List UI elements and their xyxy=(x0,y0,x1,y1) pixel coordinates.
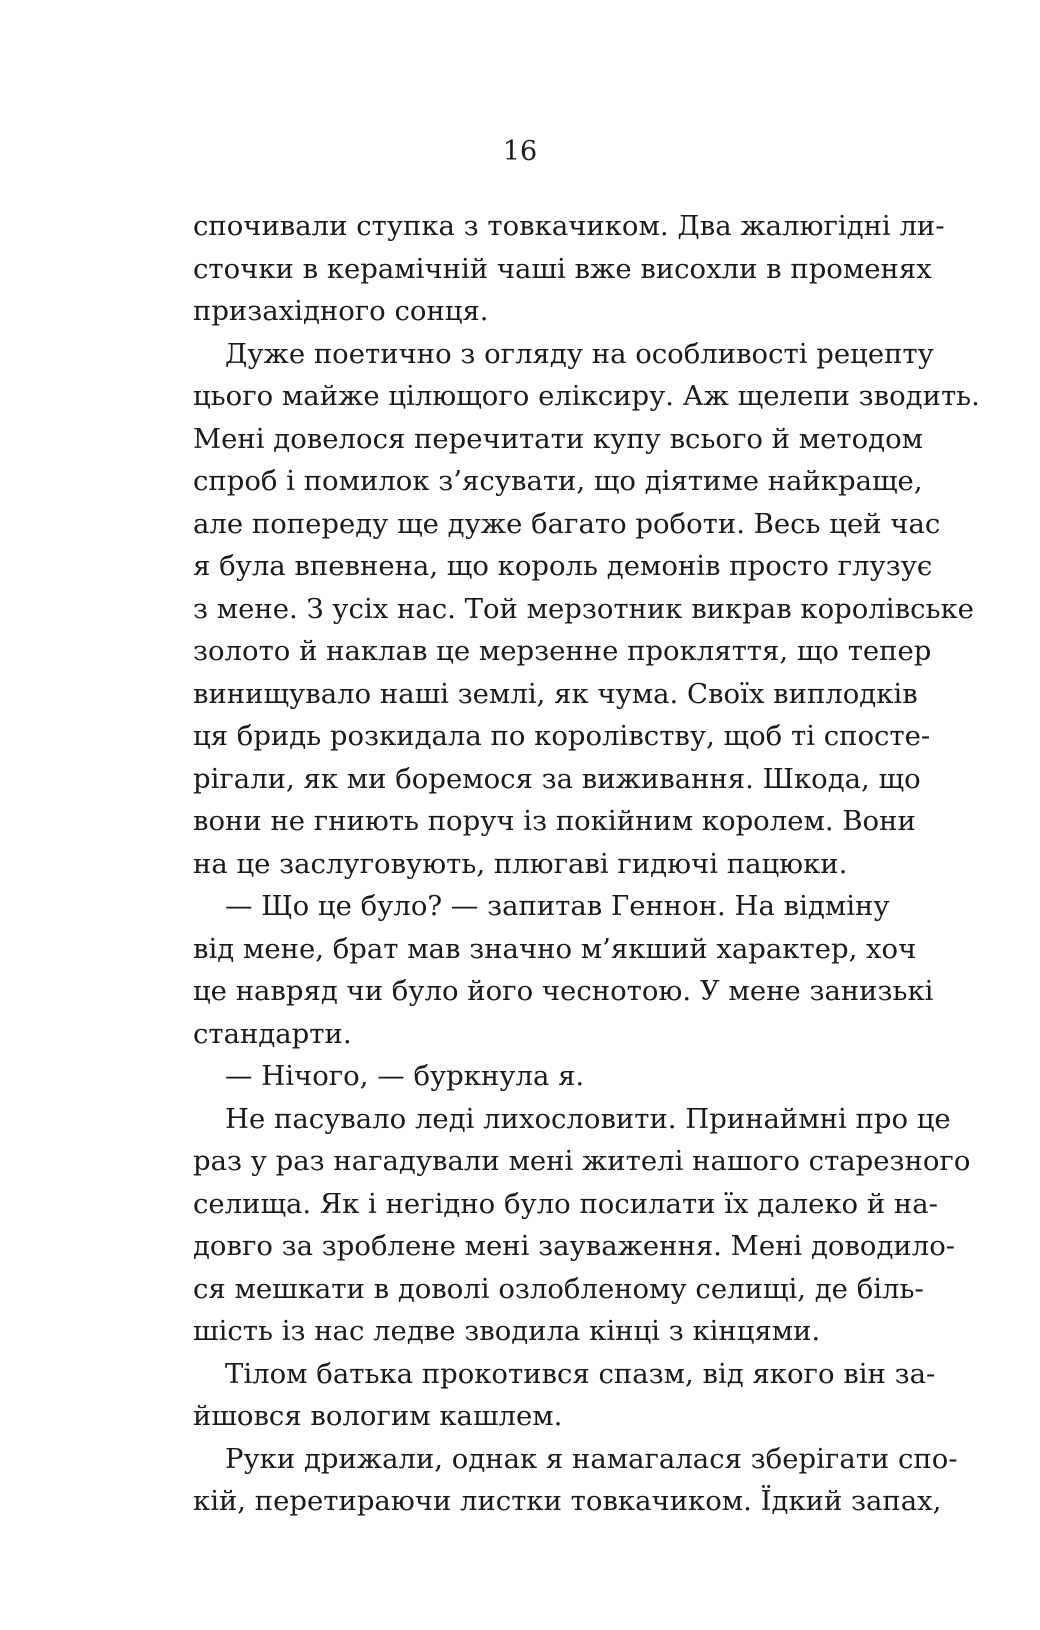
text-line: але попереду ще дуже багато роботи. Весь цей час xyxy=(193,507,941,540)
text-block xyxy=(193,205,980,1523)
paragraph xyxy=(193,885,934,1055)
text-line: ця бридь розкидала по королівству, щоб ті спосте- xyxy=(193,720,931,752)
text-line: від мене, брат мав значно м’якший характер, хоч xyxy=(193,932,917,965)
text-line: цього майже цілющого еліксиру. Аж щелепи зводить. xyxy=(193,380,980,412)
text-line: Тілом батька прокотився спазм, від якого він за- xyxy=(225,1357,936,1390)
text-line: з мене. З усіх нас. Той мерзотник викрав королівське xyxy=(193,592,974,625)
text-line: спроб і помилок з’ясувати, що діятиме найкраще, xyxy=(193,465,923,497)
paragraph xyxy=(193,205,945,333)
text-line: це навряд чи було його чеснотою. У мене занизькі xyxy=(193,975,934,1007)
text-line: кій, перетираючи листки товкачиком. Їдкий запах, xyxy=(193,1485,942,1517)
text-line: Дуже поетично з огляду на особливості рецепту xyxy=(225,337,934,370)
text-line: Мені довелося перечитати купу всього й методом xyxy=(193,422,924,455)
paragraph xyxy=(193,1055,859,1098)
paragraph xyxy=(193,333,980,886)
text-line: — Що це було? — запитав Геннон. На відміну xyxy=(225,890,890,922)
text-line: вони не гниють поруч із покійним королем. Вони xyxy=(193,805,916,837)
text-line: довго за зроблене мені зауваження. Мені доводило- xyxy=(193,1230,956,1262)
text-line: сточки в керамічній чаші вже висохли в променях xyxy=(193,252,932,285)
text-line: шість із нас ледве зводила кінці з кінцями. xyxy=(193,1315,821,1347)
page-number: 16 xyxy=(502,136,538,167)
text-line: золото й наклав це мерзенне прокляття, що тепер xyxy=(193,635,932,667)
text-line: я була впевнена, що король демонів просто глузує xyxy=(193,550,933,582)
text-line: селища. Як і негідно було посилати їх далеко й на- xyxy=(193,1187,938,1220)
text-line: спочивали ступка з товкачиком. Два жалюгідні ли- xyxy=(193,210,945,242)
text-line: на це заслуговують, плюгаві гидючі пацюки. xyxy=(193,847,848,880)
text-line: стандарти. xyxy=(193,1017,352,1050)
paragraph xyxy=(193,1353,936,1438)
paragraph xyxy=(193,1098,971,1353)
text-line: Руки дрижали, однак я намагалася зберігати спо- xyxy=(225,1442,958,1475)
paragraph xyxy=(193,1438,958,1523)
text-line: винищувало наші землі, як чума. Своїх виплодків xyxy=(193,677,918,710)
text-line: рігали, як ми боремося за виживання. Шкода, що xyxy=(193,762,921,795)
text-line: раз у раз нагадували мені жителі нашого старезного xyxy=(193,1145,971,1177)
text-line: йшовся вологим кашлем. xyxy=(193,1400,563,1432)
text-line: ся мешкати в доволі озлобленому селищі, де біль- xyxy=(193,1272,924,1305)
text-line: призахідного сонця. xyxy=(193,295,489,327)
text-line: — Нічого, — буркнула я. xyxy=(225,1060,585,1092)
text-line: Не пасувало леді лихословити. Принаймні про це xyxy=(225,1102,951,1135)
